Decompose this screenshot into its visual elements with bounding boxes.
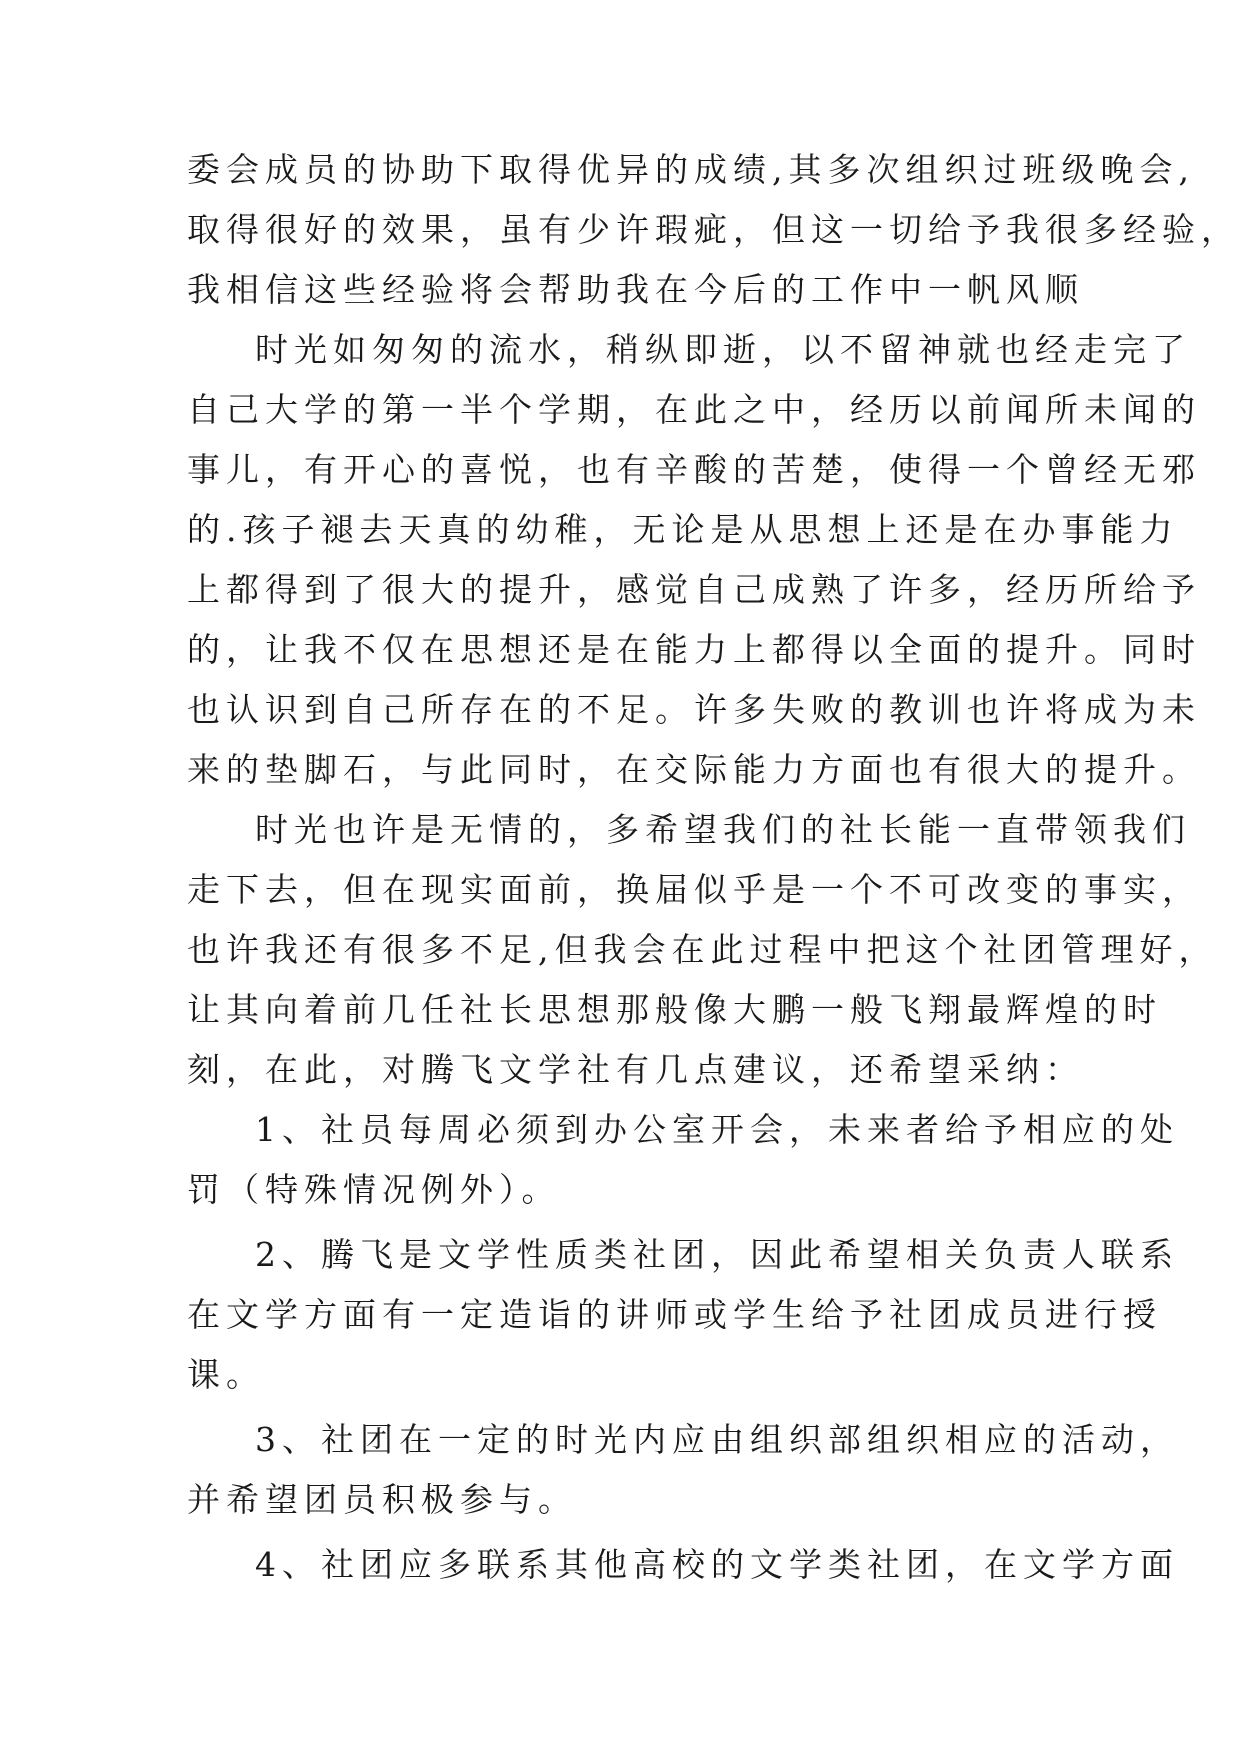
text-line: 课。 [187, 1355, 265, 1394]
text-line: 的.孩子褪去天真的幼稚，无论是从思想上还是在办事能力 [187, 510, 1179, 549]
text-line: 事儿，有开心的喜悦，也有辛酸的苦楚，使得一个曾经无邪 [187, 450, 1201, 489]
text-line: 委会成员的协助下取得优异的成绩,其多次组织过班级晚会, [187, 150, 1195, 189]
text-line: 1、社员每周必须到办公室开会，未来者给予相应的处 [255, 1110, 1179, 1149]
text-line: 也许我还有很多不足,但我会在此过程中把这个社团管理好， [187, 930, 1218, 969]
text-line: 走下去，但在现实面前，换届似乎是一个不可改变的事实， [187, 870, 1201, 909]
text-line: 3、社团在一定的时光内应由组织部组织相应的活动， [255, 1420, 1179, 1459]
text-line: 也认识到自己所存在的不足。许多失败的教训也许将成为未 [187, 690, 1201, 729]
text-line: 在文学方面有一定造诣的讲师或学生给予社团成员进行授 [187, 1295, 1162, 1334]
text-line: 让其向着前几任社长思想那般像大鹏一般飞翔最辉煌的时 [187, 990, 1162, 1029]
text-line: 时光也许是无情的，多希望我们的社长能一直带领我们 [255, 810, 1191, 849]
text-line: 时光如匆匆的流水，稍纵即逝，以不留神就也经走完了 [255, 330, 1191, 369]
text-line: 我相信这些经验将会帮助我在今后的工作中一帆风顺 [187, 270, 1084, 309]
text-line: 上都得到了很大的提升，感觉自己成熟了许多，经历所给予 [187, 570, 1201, 609]
text-line: 的，让我不仅在思想还是在能力上都得以全面的提升。同时 [187, 630, 1201, 669]
text-line: 4、社团应多联系其他高校的文学类社团，在文学方面 [255, 1545, 1179, 1584]
text-line: 来的垫脚石，与此同时，在交际能力方面也有很大的提升。 [187, 750, 1201, 789]
text-line: 刻，在此，对腾飞文学社有几点建议，还希望采纳： [187, 1050, 1084, 1089]
text-line: 2、腾飞是文学性质类社团，因此希望相关负责人联系 [255, 1235, 1179, 1274]
text-line: 罚（特殊情况例外）。 [187, 1170, 561, 1209]
text-line: 取得很好的效果，虽有少许瑕疵，但这一切给予我很多经验， [187, 210, 1240, 249]
text-line: 并希望团员积极参与。 [187, 1480, 577, 1519]
text-line: 自己大学的第一半个学期，在此之中，经历以前闻所未闻的 [187, 390, 1201, 429]
